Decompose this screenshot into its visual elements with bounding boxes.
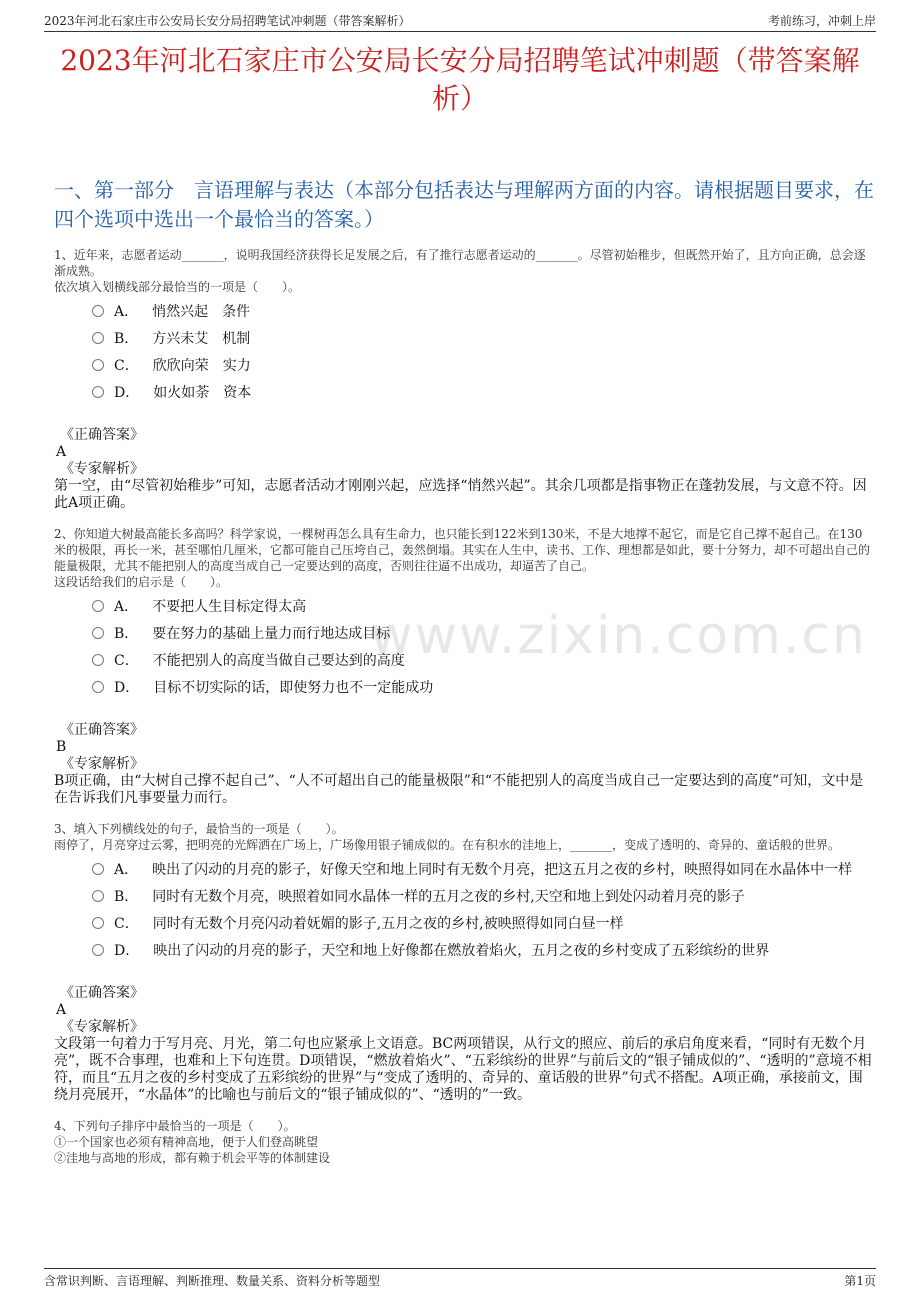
- option-d[interactable]: D． 如火如荼 资本: [92, 380, 874, 407]
- answer-block: [54, 427, 874, 512]
- option-list: [92, 594, 874, 702]
- header-slogan: 考前练习，冲刺上岸: [767, 14, 876, 28]
- option-d[interactable]: D． 映出了闪动的月亮的影子，天空和地上好像都在燃放着焰火，五月之夜的乡村变成了五彩缤纷的世界: [92, 938, 874, 965]
- analysis-text: 第一空，由“尽管初始稚步”可知，志愿者活动才刚刚兴起，应选择“悄然兴起”。其余几项都是指事物正在蓬勃发展，与文意不符。因此A项正确。: [54, 478, 867, 511]
- answer-value: B: [56, 739, 67, 755]
- radio-icon[interactable]: [92, 359, 104, 371]
- option-list: [92, 299, 874, 407]
- option-a[interactable]: A． 映出了闪动的月亮的影子，好像天空和地上同时有无数个月亮，把这五月之夜的乡村，映照得如同在水晶体中一样: [92, 857, 874, 884]
- option-b[interactable]: B． 同时有无数个月亮，映照着如同水晶体一样的五月之夜的乡村,天空和地上到处闪动着月亮的影子: [92, 884, 874, 911]
- page-footer: [44, 1268, 876, 1291]
- question-stem: 4、下列句子排序中最恰当的一项是（ ）。: [54, 1119, 296, 1133]
- analysis-label: 《专家解析》: [60, 1019, 144, 1035]
- answer-label: 《正确答案》: [60, 985, 144, 1001]
- question-prompt: 这段话给我们的启示是（ ）。: [54, 575, 229, 589]
- sentence-line-2: ②洼地与高地的形成，都有赖于机会平等的体制建设: [54, 1151, 331, 1165]
- question-1: [54, 247, 874, 512]
- question-2: [54, 526, 874, 807]
- radio-icon[interactable]: [92, 600, 104, 612]
- page-number: 第1页: [844, 1273, 876, 1288]
- radio-icon[interactable]: [92, 627, 104, 639]
- document-title: 2023年河北石家庄市公安局长安分局招聘笔试冲刺题（带答案解析）: [60, 44, 860, 115]
- question-stem: 2、你知道大树最高能长多高吗？科学家说，一棵树再怎么具有生命力，也只能长到122米到130米，不是大地撑不起它，而是它自己撑不起自己。在130米的极限，再长一米，甚至哪怕几厘米，它都可能自己压垮自己，轰然倒塌。其实在人生中，读书、工作、理想都是如此，要十分努力，却不可超出自己的能量极限，尤其不能把别人的高度当成自己一定要达到的高度，否则往往逼不出成功，却逼苦了自己。: [54, 527, 871, 573]
- radio-icon[interactable]: [92, 944, 104, 956]
- page-header: [44, 8, 876, 32]
- radio-icon[interactable]: [92, 917, 104, 929]
- watermark: www.zixin.com.cn: [370, 606, 867, 666]
- question-stem: 1、近年来，志愿者运动_______，说明我国经济获得长足发展之后，有了推行志愿者运动的_______。尽管初始稚步，但既然开始了，且方向正确，总会逐渐成熟。: [54, 248, 866, 278]
- option-c[interactable]: C． 同时有无数个月亮闪动着妩媚的影子,五月之夜的乡村,被映照得如同白昼一样: [92, 911, 874, 938]
- question-prompt: 雨停了，月亮穿过云雾，把明亮的光辉洒在广场上，广场像用银子铺成似的。在有积水的洼地上，_______，变成了透明的、奇异的、童话般的世界。: [54, 838, 841, 852]
- option-b[interactable]: B． 要在努力的基础上量力而行地达成目标: [92, 621, 874, 648]
- option-a[interactable]: A． 悄然兴起 条件: [92, 299, 874, 326]
- question-3: [54, 821, 874, 1104]
- sentence-line-1: ①一个国家也必须有精神高地，便于人们登高眺望: [54, 1135, 319, 1149]
- radio-icon[interactable]: [92, 890, 104, 902]
- option-d[interactable]: D． 目标不切实际的话，即使努力也不一定能成功: [92, 675, 874, 702]
- analysis-text: B项正确，由“大树自己撑不起自己”、“人不可超出自己的能量极限”和“不能把别人的高度当成自己一定要达到的高度”可知，文中是在告诉我们凡事要量力而行。: [54, 773, 864, 806]
- option-b[interactable]: B． 方兴未艾 机制: [92, 326, 874, 353]
- header-doc-title: 2023年河北石家庄市公安局长安分局招聘笔试冲刺题（带答案解析）: [44, 14, 411, 28]
- radio-icon[interactable]: [92, 332, 104, 344]
- section-heading: 一、第一部分 言语理解与表达（本部分包括表达与理解两方面的内容。请根据题目要求，在四个选项中选出一个最恰当的答案。）: [54, 178, 874, 231]
- analysis-label: 《专家解析》: [60, 461, 144, 477]
- radio-icon[interactable]: [92, 386, 104, 398]
- option-c[interactable]: C． 不能把别人的高度当做自己要达到的高度: [92, 648, 874, 675]
- analysis-text: 文段第一句着力于写月亮、月光，第二句也应紧承上文语意。BC两项错误，从行文的照应、前后的承启角度来看，“同时有无数个月亮”，既不合事理，也难和上下句连贯。D项错误，“燃放着焰火”、“五彩缤纷的世界”与前后文的“银子铺成似的”、“透明的”意境不相符，而且“五月之夜的乡村变成了五彩缤纷的世界”与“变成了透明的、奇异的、童话般的世界”句式不搭配。A项正确，承接前文，围绕月亮展开，“水晶体”的比喻也与前后文的“银子铺成似的”、“透明的”一致。: [54, 1036, 872, 1103]
- answer-value: A: [56, 444, 67, 460]
- option-a[interactable]: A． 不要把人生目标定得太高: [92, 594, 874, 621]
- footer-note: 含常识判断、言语理解、判断推理、数量关系、资料分析等题型: [44, 1273, 381, 1288]
- radio-icon[interactable]: [92, 654, 104, 666]
- answer-block: [54, 722, 874, 807]
- question-list: [54, 247, 874, 1180]
- radio-icon[interactable]: [92, 863, 104, 875]
- radio-icon[interactable]: [92, 305, 104, 317]
- radio-icon[interactable]: [92, 681, 104, 693]
- option-c[interactable]: C． 欣欣向荣 实力: [92, 353, 874, 380]
- question-4: [54, 1118, 874, 1166]
- question-stem: 3、填入下列横线处的句子，最恰当的一项是（ ）。: [54, 822, 344, 836]
- analysis-label: 《专家解析》: [60, 756, 144, 772]
- answer-label: 《正确答案》: [60, 722, 144, 738]
- answer-label: 《正确答案》: [60, 427, 144, 443]
- option-list: [92, 857, 874, 965]
- answer-value: A: [56, 1002, 67, 1018]
- answer-block: [54, 985, 874, 1104]
- question-prompt: 依次填入划横线部分最恰当的一项是（ ）。: [54, 280, 301, 294]
